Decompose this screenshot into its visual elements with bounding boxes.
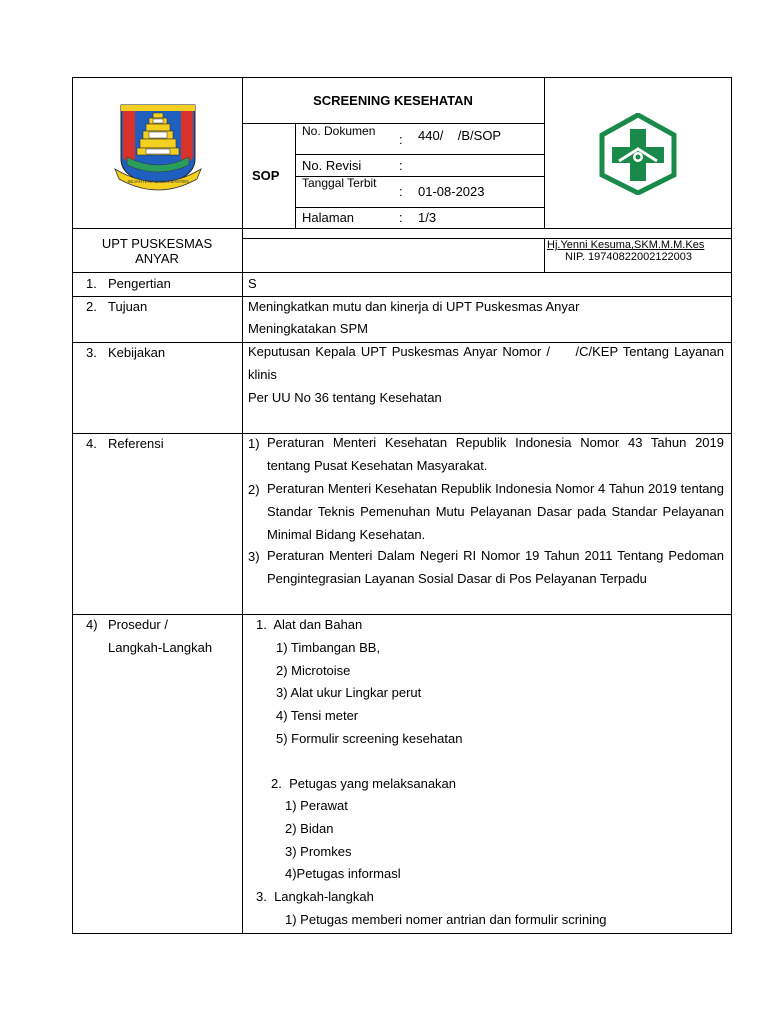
alat-item: 5) Formulir screening kesehatan	[276, 731, 463, 746]
puskesmas-logo-icon	[597, 113, 679, 195]
tujuan-line: Meningkatakan SPM	[248, 321, 368, 336]
row-divider	[295, 154, 544, 155]
pengertian-content: S	[248, 276, 257, 291]
section-number: 3.	[86, 345, 97, 360]
sop-label: SOP	[252, 168, 280, 183]
kebijakan-line: Keputusan Kepala UPT Puskesmas Anyar Nomor / /C/KEP Tentang Layanan klinis	[248, 344, 728, 382]
alat-item: 2) Microtoise	[276, 663, 351, 678]
field-label-no-dokumen: No. Dokumen	[302, 124, 376, 138]
section-number: 2.	[86, 299, 97, 314]
referensi-item-text: Peraturan Menteri Dalam Negeri RI Nomor 19 Tahun 2011 Tentang Pedoman Pengintegrasian Layanan Sosial Dasar di Pos Pelayanan Terpadu	[267, 548, 724, 586]
organization-name: UPT PUSKESMAS ANYAR	[101, 236, 213, 266]
row-divider	[72, 228, 732, 229]
table-border-bottom	[72, 933, 732, 934]
section-number: 1.	[86, 276, 97, 291]
field-colon: :	[399, 210, 403, 225]
field-colon: :	[399, 184, 403, 199]
section-label-referensi: Referensi	[108, 436, 164, 451]
kebijakan-line: Per UU No 36 tentang Kesehatan	[248, 390, 442, 405]
section-label-prosedur: Prosedur /	[108, 617, 168, 632]
document-title: SCREENING KESEHATAN	[313, 93, 473, 108]
table-border-right	[731, 77, 732, 934]
petugas-item: 2) Bidan	[285, 821, 334, 836]
signatory-name: Hj.Yenni Kesuma,SKM.M.M.Kes	[547, 239, 705, 251]
referensi-item-number: 2)	[248, 482, 260, 497]
section-label-pengertian: Pengertian	[108, 276, 171, 291]
field-value-tanggal-terbit: 01-08-2023	[418, 184, 485, 199]
field-colon: :	[399, 158, 403, 173]
field-colon: :	[399, 132, 403, 147]
langkah-heading: 3. Langkah-langkah	[256, 889, 374, 904]
langkah-item: 1) Petugas memberi nomer antrian dan formulir scrining	[285, 912, 607, 927]
referensi-item-text: Peraturan Menteri Kesehatan Republik Indonesia Nomor 4 Tahun 2019 tentang Standar Teknis Pemenuhan Mutu Pelayanan Dasar pada Standar Pelayanan Minimal Bidang Kesehatan.	[267, 481, 724, 542]
section-number: 4)	[86, 617, 98, 632]
emblem-ribbon-text: SEJAHTERA DAMAI BANTEN	[127, 179, 189, 184]
tujuan-line: Meningkatkan mutu dan kinerja di UPT Puskesmas Anyar	[248, 299, 580, 314]
column-divider	[242, 77, 243, 934]
row-divider	[72, 296, 732, 297]
field-value-no-dokumen: 440/ /B/SOP	[418, 128, 502, 143]
petugas-item: 1) Perawat	[285, 798, 348, 813]
referensi-item-number: 3)	[248, 549, 260, 564]
petugas-heading: 2. Petugas yang melaksanakan	[271, 776, 457, 791]
section-number: 4.	[86, 436, 97, 451]
row-divider	[72, 272, 732, 273]
field-label-halaman: Halaman	[302, 210, 355, 225]
referensi-item-number: 1)	[248, 436, 260, 451]
row-divider	[295, 207, 544, 208]
alat-item: 3) Alat ukur Lingkar perut	[276, 685, 422, 700]
column-divider	[544, 238, 545, 272]
signatory-nip: NIP. 19740822002122003	[565, 251, 693, 263]
row-divider	[72, 614, 732, 615]
field-label-tanggal-terbit: Tanggal Terbit	[302, 176, 377, 190]
table-border-left	[72, 77, 73, 934]
section-label-langkah: Langkah-Langkah	[108, 640, 213, 655]
petugas-item: 4)Petugas informasl	[285, 866, 401, 881]
section-label-tujuan: Tujuan	[108, 299, 148, 314]
table-border-top	[72, 77, 732, 78]
referensi-item-text: Peraturan Menteri Kesehatan Republik Indonesia Nomor 43 Tahun 2019 tentang Pusat Kesehatan Masyarakat.	[267, 435, 724, 473]
alat-item: 1) Timbangan BB,	[276, 640, 381, 655]
field-value-halaman: 1/3	[418, 210, 437, 225]
alat-bahan-heading: 1. Alat dan Bahan	[256, 617, 363, 632]
column-divider	[544, 77, 545, 228]
field-label-no-revisi: No. Revisi	[302, 158, 362, 173]
section-label-kebijakan: Kebijakan	[108, 345, 166, 360]
alat-item: 4) Tensi meter	[276, 708, 359, 723]
banten-emblem-icon	[113, 99, 203, 194]
row-divider	[242, 123, 544, 124]
petugas-item: 3) Promkes	[285, 844, 352, 859]
